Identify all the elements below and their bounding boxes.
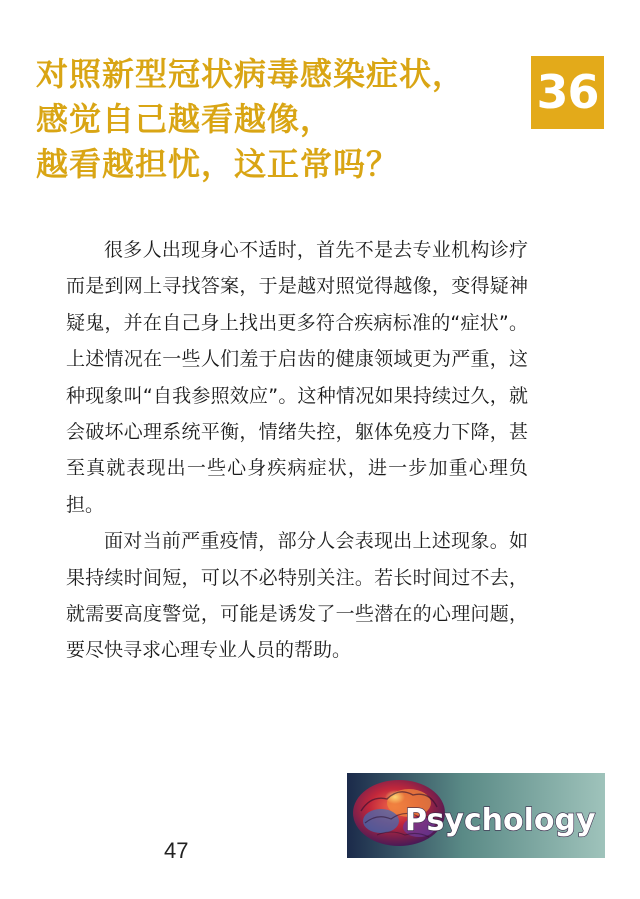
title-line-3: 越看越担忧，这正常吗？ xyxy=(36,145,400,183)
paragraph-1: 很多人出现身心不适时，首先不是去专业机构诊疗而是到网上寻找答案，于是越对照觉得越像，变得疑神疑鬼，并在自己身上找出更多符合疾病标准的“症状”。上述情况在一些人们羞于启齿的健康领域更为严重，这种现象叫“自我参照效应”。这种情况如果持续过久，就会破坏心理系统平衡，情绪失控，躯体免疫力下降，甚至真就表现出一些心身疾病症状，进一步加重心理负担。 xyxy=(66,239,528,516)
page-title xyxy=(36,52,526,187)
paragraph-2: 面对当前严重疫情，部分人会表现出上述现象。如果持续时间短，可以不必特别关注。若长时间过不去，就需要高度警觉，可能是诱发了一些潜在的心理问题，要尽快寻求心理专业人员的帮助。 xyxy=(66,530,528,662)
psychology-banner-graphic xyxy=(347,773,605,858)
question-number-badge: 36 xyxy=(531,56,604,129)
article-body xyxy=(66,232,528,669)
psychology-word: Psychology xyxy=(405,803,596,838)
title-line-1: 对照新型冠状病毒感染症状， xyxy=(36,55,466,93)
page-number: 47 xyxy=(164,838,189,863)
psychology-banner-image xyxy=(347,773,605,858)
title-line-2: 感觉自己越看越像， xyxy=(36,100,334,138)
